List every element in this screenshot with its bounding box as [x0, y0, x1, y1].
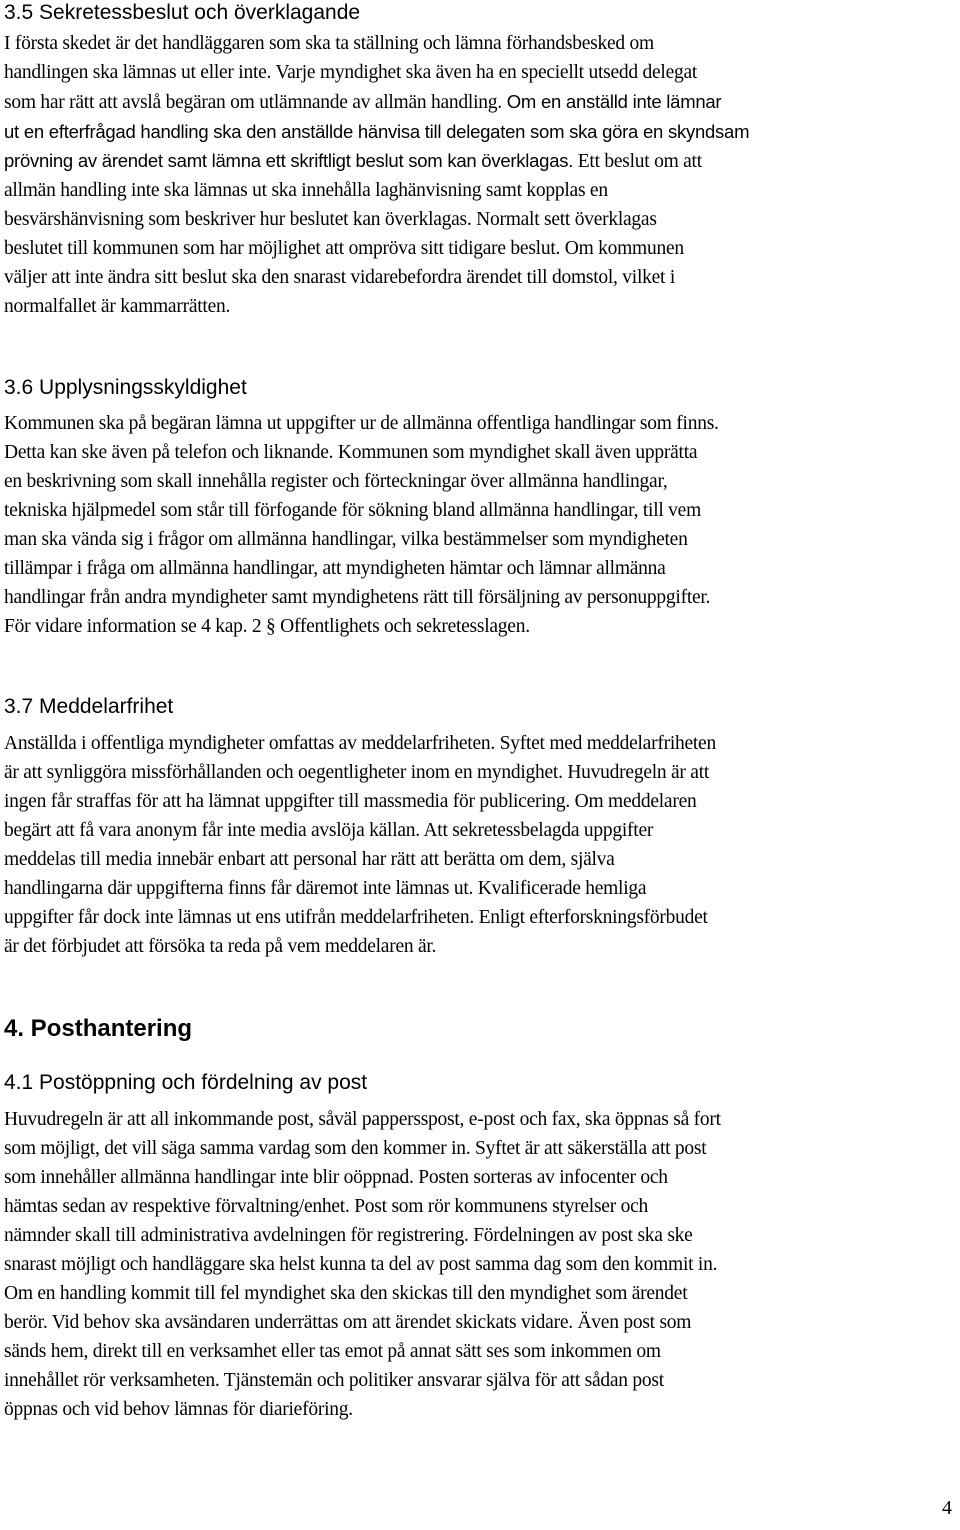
text-run-sans: Om en anställd inte lämnar [501, 91, 722, 112]
section-4-1-body [4, 1105, 958, 1424]
text-run: Ett beslut om att [573, 151, 702, 172]
text-line: öppnas och vid behov lämnas för diarieföring. [4, 1399, 353, 1420]
text-line: nämnder skall till administrativa avdelningen för registrering. Fördelningen av post ska ske [4, 1225, 693, 1246]
text-line [4, 87, 958, 117]
text-run: som har rätt att avslå begäran om utlämnande av allmän handling. [4, 92, 502, 113]
text-run-sans: prövning av ärendet samt lämna ett skriftligt beslut som kan överklagas. [4, 150, 574, 171]
text-line: handlingar från andra myndigheter samt myndighetens rätt till försäljning av personuppgifter. [4, 587, 711, 608]
text-line: För vidare information se 4 kap. 2 § Offentlighets och sekretesslagen. [4, 616, 530, 637]
text-line [4, 146, 958, 176]
section-4-heading: 4. Posthantering [4, 1015, 193, 1042]
text-line: berör. Vid behov ska avsändaren underrättas om att ärendet skickats vidare. Även post som [4, 1312, 692, 1333]
text-line: allmän handling inte ska lämnas ut ska innehålla laghänvisning samt kopplas en [4, 180, 608, 201]
section-3-6-body [4, 409, 958, 641]
text-line-sans: ut en efterfrågad handling ska den anställde hänvisa till delegaten som ska göra en skyndsam [4, 121, 750, 142]
text-line: Detta kan ske även på telefon och liknande. Kommunen som myndighet skall även upprätta [4, 442, 698, 463]
text-line: tekniska hjälpmedel som står till förfogande för sökning bland allmänna handlingar, till vem [4, 500, 702, 521]
text-line: normalfallet är kammarrätten. [4, 296, 231, 317]
text-line: Kommunen ska på begäran lämna ut uppgifter ur de allmänna offentliga handlingar som finns. [4, 413, 719, 434]
section-3-5-heading: 3.5 Sekretessbeslut och överklagande [4, 1, 361, 24]
text-line: begärt att få vara anonym får inte media avslöja källan. Att sekretessbelagda uppgifter [4, 820, 654, 841]
page-number: 4 [942, 1497, 952, 1519]
text-line: meddelas till media innebär enbart att personal har rätt att berätta om dem, själva [4, 849, 615, 870]
text-line: snarast möjligt och handläggare ska helst kunna ta del av post samma dag som den kommit in. [4, 1254, 718, 1275]
text-line: handlingarna där uppgifterna finns får däremot inte lämnas ut. Kvalificerade hemliga [4, 878, 647, 899]
text-line: Om en handling kommit till fel myndighet ska den skickas till den myndighet som ärendet [4, 1283, 688, 1304]
text-line: väljer att inte ändra sitt beslut ska den snarast vidarebefordra ärendet till domstol, vilket i [4, 267, 675, 288]
section-3-7-body [4, 729, 958, 961]
text-line: en beskrivning som skall innehålla register och förteckningar över allmänna handlingar, [4, 471, 668, 492]
section-3-6-heading: 3.6 Upplysningsskyldighet [4, 376, 247, 399]
text-line: tillämpar i fråga om allmänna handlingar, att myndigheten hämtar och lämnar allmänna [4, 558, 666, 579]
text-line: ingen får straffas för att ha lämnat uppgifter till massmedia för publicering. Om meddelaren [4, 791, 697, 812]
text-line: man ska vända sig i frågor om allmänna handlingar, vilka bestämmelser som myndigheten [4, 529, 688, 550]
text-line: I första skedet är det handläggaren som ska ta ställning och lämna förhandsbesked om [4, 33, 654, 54]
section-4-1-heading: 4.1 Postöppning och fördelning av post [4, 1071, 368, 1094]
text-line: som innehåller allmänna handlingar inte blir oöppnad. Posten sorteras av infocenter och [4, 1167, 668, 1188]
text-line: sänds hem, direkt till en verksamhet eller tas emot på annat sätt ses som inkommen om [4, 1341, 661, 1362]
text-line: Huvudregeln är att all inkommande post, såväl pappersspost, e-post och fax, ska öppnas så fort [4, 1109, 721, 1130]
section-3-5-body [4, 29, 958, 321]
text-line: Anställda i offentliga myndigheter omfattas av meddelarfriheten. Syftet med meddelarfriheten [4, 733, 716, 754]
text-line: beslutet till kommunen som har möjlighet att ompröva sitt tidigare beslut. Om kommunen [4, 238, 684, 259]
section-3-7-heading: 3.7 Meddelarfrihet [4, 695, 174, 718]
text-line: är det förbjudet att försöka ta reda på vem meddelaren är. [4, 936, 437, 957]
text-line: handlingen ska lämnas ut eller inte. Varje myndighet ska även ha en speciellt utsedd delegat [4, 62, 698, 83]
text-line: hämtas sedan av respektive förvaltning/enhet. Post som rör kommunens styrelser och [4, 1196, 648, 1217]
text-line: som möjligt, det vill säga samma vardag som den kommer in. Syftet är att säkerställa att post [4, 1138, 707, 1159]
text-line: besvärshänvisning som beskriver hur beslutet kan överklagas. Normalt sett överklagas [4, 209, 657, 230]
text-line: uppgifter får dock inte lämnas ut ens utifrån meddelarfriheten. Enligt efterforskningsförbudet [4, 907, 708, 928]
text-line: innehållet rör verksamheten. Tjänstemän och politiker ansvarar själva för att sådan post [4, 1370, 664, 1391]
text-line: är att synliggöra missförhållanden och oegentligheter inom en myndighet. Huvudregeln är att [4, 762, 710, 783]
